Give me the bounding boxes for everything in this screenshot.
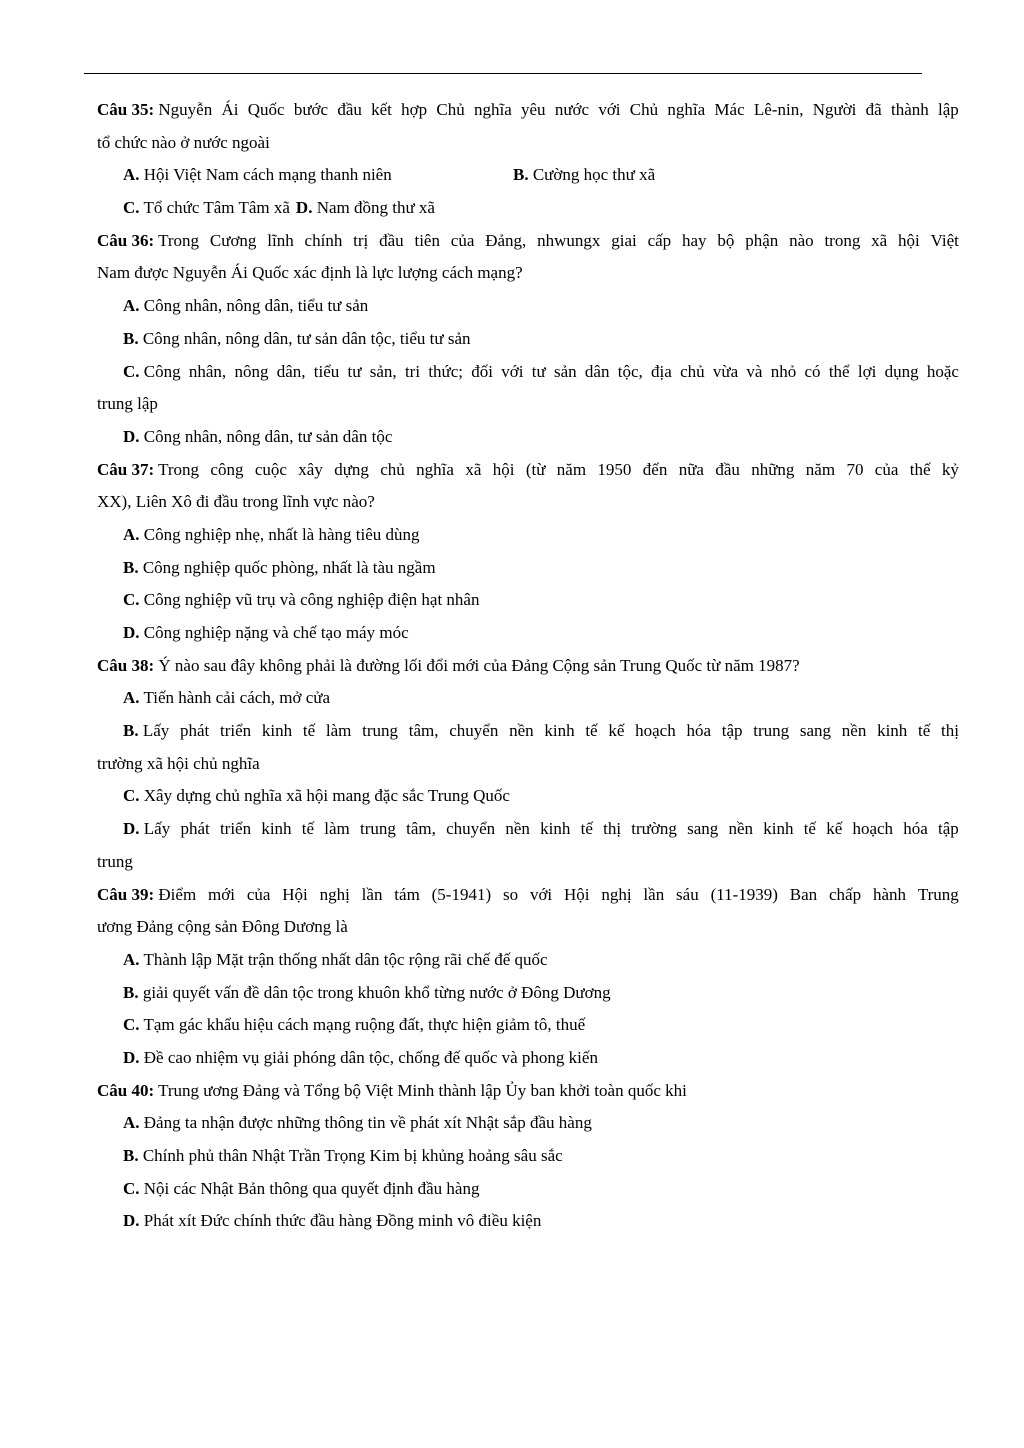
word: nền <box>509 721 534 741</box>
word: triển <box>219 819 252 839</box>
word: chính <box>304 230 343 250</box>
line-start <box>123 715 169 748</box>
word: tế <box>301 819 315 839</box>
word: bộ <box>717 230 735 250</box>
option-label: C. <box>123 1178 140 1198</box>
word: Việt <box>930 230 959 250</box>
word: đầu <box>379 230 404 250</box>
word: hoặc <box>926 361 959 381</box>
word: 1950 <box>597 459 632 479</box>
word: phận <box>745 230 779 250</box>
text-line <box>97 1009 959 1042</box>
word: tiểu <box>313 361 340 381</box>
word: nào <box>789 230 814 250</box>
word: thị <box>941 721 959 741</box>
word: nông <box>234 361 269 381</box>
word: kinh <box>544 721 575 741</box>
word: nền <box>505 819 530 839</box>
word: lĩnh <box>267 230 294 250</box>
line-text: Công nghiệp quốc phòng, nhất là tàu ngầm <box>142 557 436 577</box>
word: (5-1941) <box>431 884 492 904</box>
word: kế <box>826 819 843 839</box>
word: tám <box>394 884 420 904</box>
word: kết <box>371 100 392 119</box>
line-start <box>97 225 199 258</box>
option-label: B. <box>513 165 529 185</box>
word: đã <box>865 100 882 119</box>
word: sang <box>799 721 832 741</box>
line-text: Xây dựng chủ nghĩa xã hội mang đặc sắc Trung Quốc <box>143 786 510 806</box>
option-label: B. <box>123 982 139 1002</box>
word: Người <box>812 100 857 119</box>
line-start <box>123 813 170 846</box>
word: tiên <box>414 230 440 250</box>
word: năm <box>556 459 587 479</box>
question-block <box>97 454 959 650</box>
line-start <box>123 356 181 389</box>
option-label: A. <box>123 949 140 969</box>
word: (11-1939) <box>710 884 778 904</box>
word: hội <box>898 230 920 250</box>
option-label: C. <box>123 786 140 806</box>
option-text: Hội Việt Nam cách mạng thanh niên <box>143 165 392 185</box>
text-line <box>97 1140 959 1173</box>
word: tế <box>803 819 816 839</box>
option-label: A. <box>123 165 140 185</box>
word: dụng <box>884 361 919 381</box>
word: yêu <box>521 100 546 119</box>
word: tộc, <box>617 361 643 381</box>
text-line <box>97 650 959 683</box>
question-label: Câu 36: <box>97 230 155 250</box>
word: tập <box>721 721 743 741</box>
text-line <box>97 748 959 781</box>
text-line <box>97 552 959 585</box>
option-label: C. <box>123 198 140 218</box>
option-label: B. <box>123 328 139 348</box>
word: xã <box>871 230 888 250</box>
word: Nguyễn <box>158 100 213 119</box>
answer-option <box>123 159 513 192</box>
text-line <box>97 225 959 258</box>
word: trị <box>353 230 369 250</box>
word: của <box>874 459 899 479</box>
word: vừa <box>712 361 739 381</box>
word: thành <box>890 100 929 119</box>
word: cuộc <box>254 459 287 479</box>
option-label: D. <box>123 1211 140 1231</box>
word: Lấy <box>142 721 170 741</box>
text-line <box>97 1107 959 1140</box>
line-start <box>97 94 212 127</box>
line-text: Chính phủ thân Nhật Trần Trọng Kim bị khủng hoảng sâu sắc <box>142 1146 563 1165</box>
word: chủ <box>680 361 705 381</box>
option-label: A. <box>123 296 140 316</box>
text-line <box>97 1042 959 1075</box>
line-text: Thành lập Mặt trận thống nhất dân tộc rộng rãi chế đế quốc <box>143 949 548 969</box>
line-text: Công nghiệp nặng và chế tạo máy móc <box>143 623 409 642</box>
answer-option <box>123 192 290 225</box>
word: thị <box>603 819 622 839</box>
question-block <box>97 1075 959 1238</box>
word: nền <box>841 721 867 741</box>
line-text: Đảng ta nhận được những thông tin về phát xít Nhật sắp đầu hàng <box>143 1113 592 1133</box>
word: với <box>529 884 553 904</box>
word: kinh <box>540 819 571 839</box>
text-line <box>97 944 959 977</box>
word: lợi <box>857 361 877 381</box>
word: dựng <box>334 459 369 479</box>
word: bước <box>293 100 329 119</box>
word: sang <box>687 819 719 839</box>
word: hành <box>872 884 906 904</box>
text-line <box>97 584 959 617</box>
word: kỷ <box>941 459 959 479</box>
word: chuyển <box>449 721 499 741</box>
word: tâm, <box>406 819 436 839</box>
word: trường <box>631 819 677 839</box>
line-text: trung lập <box>97 394 158 414</box>
option-label: B. <box>123 557 139 577</box>
line-text: Công nhân, nông dân, tư sản dân tộc, tiểu tư sản <box>142 328 471 348</box>
word: tư <box>347 361 362 381</box>
word: địa <box>651 361 672 381</box>
word: kinh <box>877 721 908 741</box>
word: nước <box>554 100 590 119</box>
header-rule <box>84 73 922 74</box>
word: tế <box>580 819 593 839</box>
word: cấp <box>647 230 672 250</box>
option-label: Câu 40: <box>97 1080 155 1100</box>
word: kinh <box>763 819 794 839</box>
question-block <box>97 650 959 879</box>
text-line <box>97 1205 959 1238</box>
word: giai <box>611 230 637 250</box>
option-label: A. <box>123 1113 140 1133</box>
word: Quốc <box>247 100 285 119</box>
option-label: B. <box>123 1146 139 1165</box>
text-line <box>97 356 959 389</box>
option-label: A. <box>123 524 140 544</box>
word: nghĩa <box>667 100 706 119</box>
word: công <box>210 459 244 479</box>
word: tập <box>938 819 959 839</box>
word: kinh <box>261 721 293 741</box>
word: những <box>751 459 795 479</box>
word: Chủ <box>436 100 465 119</box>
text-line <box>97 454 959 487</box>
text-line <box>97 421 959 454</box>
word: Trung <box>917 884 959 904</box>
word: thức; <box>428 361 464 381</box>
text-line <box>97 1075 959 1108</box>
word: đầu <box>715 459 740 479</box>
line-text: trung <box>97 851 133 871</box>
word: Công <box>143 361 181 381</box>
question-block <box>97 94 959 225</box>
word: của <box>246 884 271 904</box>
word: lập <box>938 100 959 119</box>
word: làm <box>324 819 350 839</box>
word: 70 <box>846 459 864 479</box>
word: sáu <box>676 884 699 904</box>
option-label: D. <box>123 1047 140 1067</box>
word: Hội <box>282 884 308 904</box>
word: tâm, <box>408 721 439 741</box>
word: tư <box>531 361 546 381</box>
word: đối <box>471 361 494 381</box>
question-block <box>97 225 959 454</box>
word: trung <box>753 721 790 741</box>
line-text: Phát xít Đức chính thức đầu hàng Đồng minh vô điều kiện <box>143 1211 542 1231</box>
word: nghị <box>601 884 632 904</box>
word: Ái <box>221 100 239 119</box>
word: tế <box>918 721 931 741</box>
option-row <box>97 192 959 225</box>
line-text: Tạm gác khẩu hiệu cách mạng ruộng đất, thực hiện giảm tô, thuế <box>143 1015 586 1035</box>
line-text: trường xã hội chủ nghĩa <box>97 753 260 773</box>
line-text: Ý nào sau đây không phải là đường lối đổi mới của Đảng Cộng sản Trung Quốc từ năm 1987? <box>158 655 800 675</box>
text-line <box>97 617 959 650</box>
line-text: tổ chức nào ở nước ngoài <box>97 132 270 152</box>
text-line <box>97 780 959 813</box>
word: Trong <box>158 459 200 479</box>
answer-option <box>513 159 655 192</box>
line-text: giải quyết vấn đề dân tộc trong khuôn khổ từng nước ở Đông Dương <box>142 982 611 1002</box>
option-row <box>97 159 959 192</box>
word: năm <box>805 459 836 479</box>
line-text: Đề cao nhiệm vụ giải phóng dân tộc, chống đế quốc và phong kiến <box>143 1047 598 1067</box>
word: Cương <box>209 230 257 250</box>
text-line <box>97 127 959 160</box>
word: sản, <box>369 361 397 381</box>
word: tế <box>302 721 316 741</box>
word: nền <box>728 819 754 839</box>
text-line <box>97 1173 959 1206</box>
word: hóa <box>686 721 711 741</box>
option-label: C. <box>123 1015 140 1035</box>
word: với <box>501 361 524 381</box>
question-label: Câu 37: <box>97 459 155 479</box>
text-line <box>97 911 959 944</box>
word: nhwungx <box>537 230 601 250</box>
question-label: Câu 35: <box>97 100 155 119</box>
word: nữa <box>678 459 704 479</box>
text-line <box>97 290 959 323</box>
word: chuyển <box>446 819 496 839</box>
word: của <box>450 230 475 250</box>
word: Chủ <box>629 100 659 119</box>
word: nhỏ <box>770 361 797 381</box>
option-label: B. <box>123 721 139 741</box>
option-label: C. <box>123 590 140 610</box>
word: so <box>502 884 519 904</box>
line-text: Công nhân, nông dân, tiểu tư sản <box>143 296 369 316</box>
text-line <box>97 519 959 552</box>
word: trong <box>824 230 861 250</box>
word: nghĩa <box>473 100 512 119</box>
word: nghị <box>319 884 350 904</box>
line-text: ương Đảng cộng sản Đông Dương là <box>97 917 348 937</box>
option-label: Câu 38: <box>97 655 155 675</box>
text-line <box>97 388 959 421</box>
word: dân, <box>276 361 306 381</box>
text-line <box>97 813 959 846</box>
line-text: XX), Liên Xô đi đầu trong lĩnh vực nào? <box>97 492 375 512</box>
line-text: Công nhân, nông dân, tư sản dân tộc <box>143 426 393 446</box>
word: hay <box>681 230 707 250</box>
line-text: Nam được Nguyễn Ái Quốc xác định là lực lượng cách mạng? <box>97 263 523 283</box>
word: sản <box>553 361 577 381</box>
word: có <box>804 361 821 381</box>
line-start <box>97 879 196 912</box>
word: hóa <box>903 819 928 839</box>
option-label: D. <box>123 819 140 839</box>
word: kế <box>608 721 625 741</box>
word: tri <box>404 361 421 381</box>
word: triển <box>220 721 252 741</box>
word: (từ <box>525 459 546 479</box>
line-start <box>97 454 199 487</box>
question-label: Câu 39: <box>97 884 155 904</box>
word: trung <box>359 819 396 839</box>
option-text: Nam đồng thư xã <box>316 198 435 218</box>
line-text: Công nghiệp nhẹ, nhất là hàng tiêu dùng <box>143 524 420 544</box>
word: đến <box>642 459 668 479</box>
word: lần <box>643 884 665 904</box>
word: Đảng, <box>485 230 527 250</box>
word: kinh <box>261 819 292 839</box>
answer-option <box>296 192 435 225</box>
word: tế <box>585 721 598 741</box>
text-line <box>97 682 959 715</box>
text-line <box>97 94 959 127</box>
word: thể <box>828 361 850 381</box>
word: phát <box>180 819 210 839</box>
word: làm <box>325 721 352 741</box>
text-line <box>97 977 959 1010</box>
line-text: Trung ương Đảng và Tổng bộ Việt Minh thành lập Ủy ban khởi toàn quốc khi <box>158 1080 687 1100</box>
word: mới <box>208 884 235 904</box>
word: nghĩa <box>416 459 454 479</box>
word: và <box>746 361 763 381</box>
word: xây <box>298 459 323 479</box>
word: trung <box>362 721 399 741</box>
word: Hội <box>564 884 590 904</box>
option-label: D. <box>295 198 313 218</box>
text-line <box>97 323 959 356</box>
word: Lấy <box>143 819 171 839</box>
word: hoạch <box>852 819 894 839</box>
word: Trong <box>158 230 200 250</box>
word: nhân, <box>188 361 227 381</box>
option-label: D. <box>123 426 140 446</box>
option-label: C. <box>123 361 140 381</box>
word: hợp <box>401 100 428 119</box>
word: Ban <box>789 884 818 904</box>
text-line <box>97 846 959 879</box>
word: chấp <box>829 884 862 904</box>
word: lần <box>361 884 383 904</box>
option-text: Tổ chức Tâm Tâm xã <box>143 198 290 218</box>
line-text: Tiến hành cải cách, mở cửa <box>143 688 331 708</box>
word: xã <box>465 459 482 479</box>
word: đầu <box>337 100 362 119</box>
option-label: A. <box>123 688 140 708</box>
option-text: Cường học thư xã <box>532 165 656 185</box>
word: với <box>598 100 621 119</box>
text-line <box>97 486 959 519</box>
word: phát <box>180 721 210 741</box>
word: hoạch <box>635 721 676 741</box>
text-line <box>97 257 959 290</box>
question-list <box>97 94 959 1238</box>
line-text: Công nghiệp vũ trụ và công nghiệp điện hạt nhân <box>143 590 480 610</box>
word: Lê-nin, <box>753 100 804 119</box>
word: Mác <box>714 100 745 119</box>
text-line <box>97 715 959 748</box>
option-label: D. <box>123 623 140 642</box>
word: thế <box>909 459 931 479</box>
line-text: Nội các Nhật Bản thông qua quyết định đầu hàng <box>143 1178 480 1198</box>
word: dân <box>584 361 610 381</box>
word: hội <box>492 459 515 479</box>
question-block <box>97 879 959 1075</box>
text-line <box>97 879 959 912</box>
word: chủ <box>380 459 405 479</box>
word: Điểm <box>158 884 197 904</box>
